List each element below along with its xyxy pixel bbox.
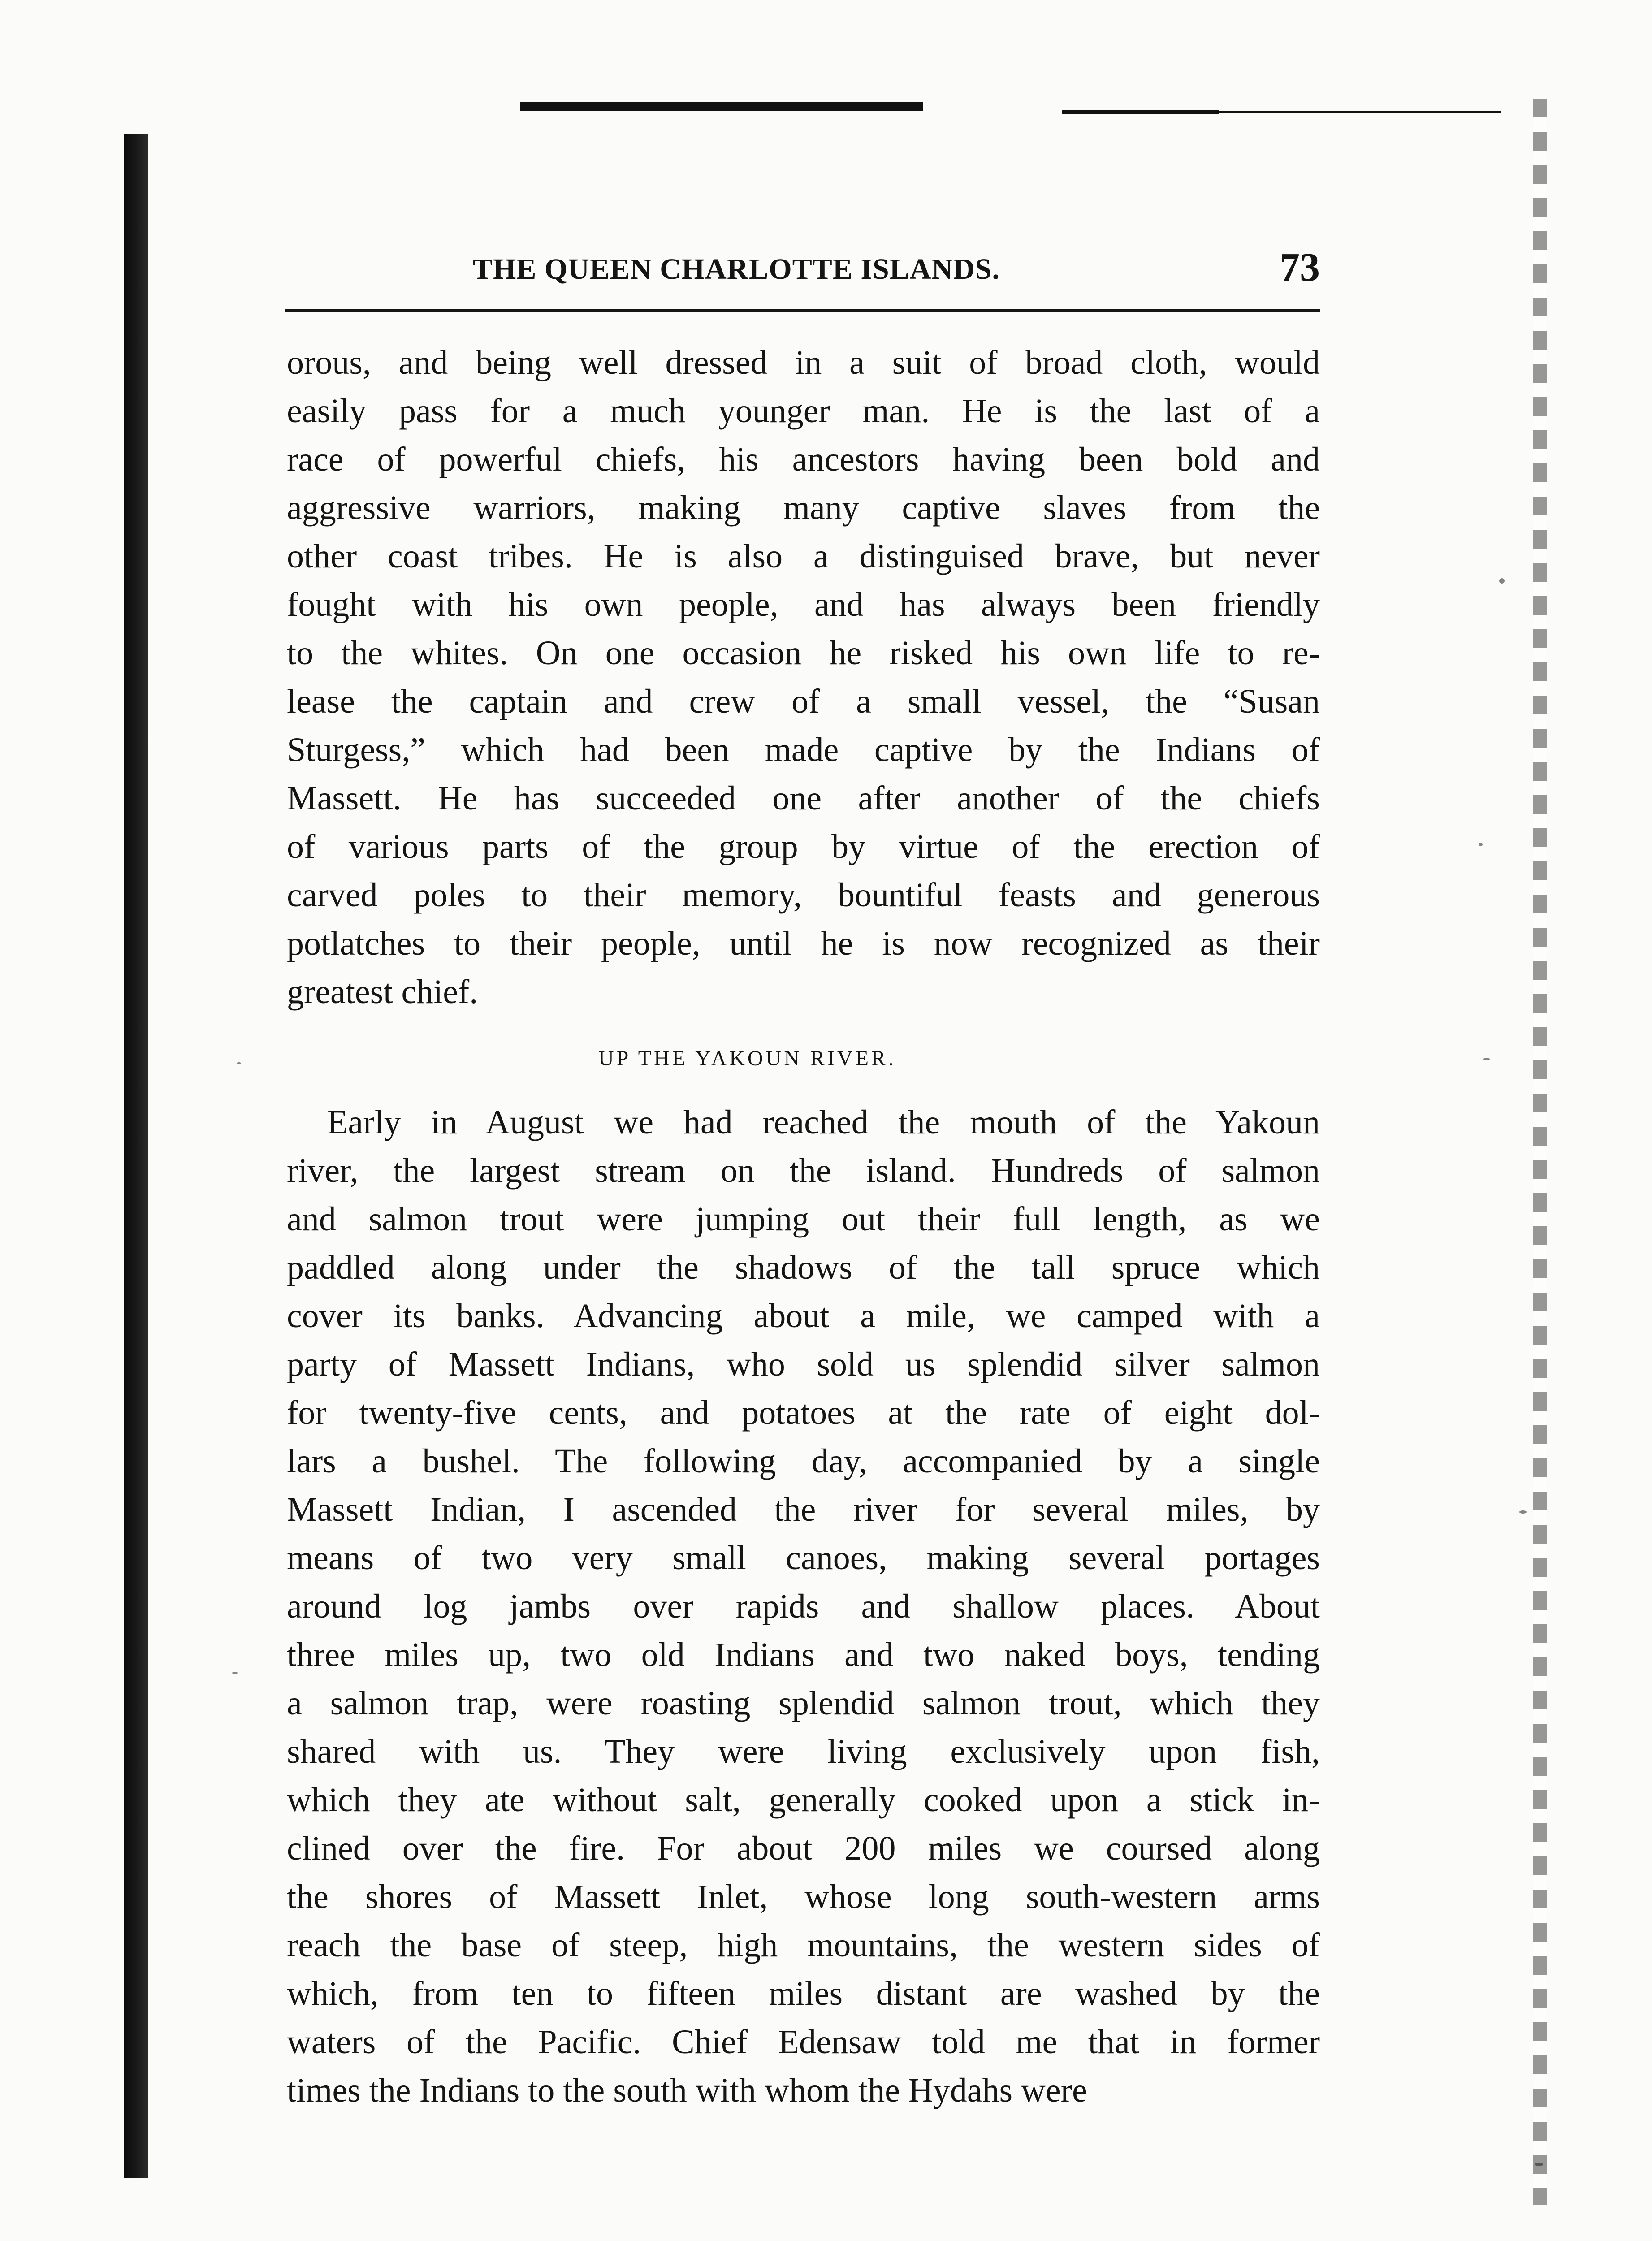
top-scan-rule xyxy=(520,102,923,111)
scan-speck xyxy=(1479,843,1483,846)
text-line: Massett. He has succeeded one after another of the chiefs xyxy=(287,779,1320,817)
text-line: three miles up, two old Indians and two naked boys, tending xyxy=(287,1636,1320,1674)
text-line: lease the captain and crew of a small vessel, the “Susan xyxy=(287,683,1320,720)
text-line: clined over the fire. For about 200 miles we coursed along xyxy=(287,1830,1320,1867)
paragraph-two xyxy=(287,1098,1320,2115)
text-line: lars a bushel. The following day, accompanied by a single xyxy=(287,1442,1320,1480)
text-line: which they ate without salt, generally cooked upon a stick in- xyxy=(287,1781,1320,1819)
page-number: 73 xyxy=(1280,245,1320,290)
text-line: reach the base of steep, high mountains, the western sides of xyxy=(287,1926,1320,1964)
text-line: party of Massett Indians, who sold us splendid silver salmon xyxy=(287,1345,1320,1383)
text-line: orous, and being well dressed in a suit of broad cloth, would xyxy=(287,344,1320,381)
text-line: easily pass for a much younger man. He is the last of a xyxy=(287,392,1320,430)
text-line: cover its banks. Advancing about a mile, we camped with a xyxy=(287,1297,1320,1335)
text-line: Sturgess,” which had been made captive by the Indians of xyxy=(287,731,1320,769)
scan-speck xyxy=(1535,2163,1543,2166)
section-heading: UP THE YAKOUN RIVER. xyxy=(598,1047,896,1070)
running-head: THE QUEEN CHARLOTTE ISLANDS. xyxy=(473,253,1000,286)
text-line: fought with his own people, and has always been friendly xyxy=(287,586,1320,623)
text-line: means of two very small canoes, making several portages xyxy=(287,1539,1320,1577)
text-line: carved poles to their memory, bountiful feasts and generous xyxy=(287,876,1320,914)
text-line: waters of the Pacific. Chief Edensaw told me that in former xyxy=(287,2023,1320,2061)
text-line: Early in August we had reached the mouth of the Yakoun xyxy=(327,1103,1320,1141)
text-line: the shores of Massett Inlet, whose long south-western arms xyxy=(287,1878,1320,1916)
text-line: shared with us. They were living exclusively upon fish, xyxy=(287,1733,1320,1770)
text-line: race of powerful chiefs, his ancestors having been bold and xyxy=(287,441,1320,478)
top-scan-thin-rule xyxy=(1170,111,1501,113)
text-line: of various parts of the group by virtue of the erection of xyxy=(287,828,1320,865)
scan-speck xyxy=(237,1062,241,1064)
scan-speck xyxy=(1499,578,1505,584)
scan-speck xyxy=(1519,1510,1527,1514)
paragraph-one xyxy=(287,338,1320,1016)
text-line: which, from ten to fifteen miles distant are washed by the xyxy=(287,1975,1320,2012)
text-line: and salmon trout were jumping out their full length, as we xyxy=(287,1200,1320,1238)
header-rule xyxy=(285,309,1320,312)
text-line: potlatches to their people, until he is now recognized as their xyxy=(287,925,1320,962)
text-line: paddled along under the shadows of the tall spruce which xyxy=(287,1249,1320,1286)
text-line: aggressive warriors, making many captive slaves from the xyxy=(287,489,1320,527)
scan-speck xyxy=(1483,1058,1490,1060)
left-binding-edge xyxy=(124,134,148,2178)
text-line: around log jambs over rapids and shallow places. About xyxy=(287,1588,1320,1625)
text-line: other coast tribes. He is also a distinguised brave, but never xyxy=(287,537,1320,575)
text-line: Massett Indian, I ascended the river for several miles, by xyxy=(287,1491,1320,1528)
right-page-edge xyxy=(1533,99,1547,2205)
text-line: to the whites. On one occasion he risked his own life to re- xyxy=(287,634,1320,672)
text-line: greatest chief. xyxy=(287,973,478,1011)
text-line: a salmon trap, were roasting splendid salmon trout, which they xyxy=(287,1684,1320,1722)
page-header xyxy=(285,244,1320,298)
scan-speck xyxy=(232,1672,238,1674)
text-line: for twenty-five cents, and potatoes at the rate of eight dol- xyxy=(287,1394,1320,1432)
text-line: river, the largest stream on the island. Hundreds of salmon xyxy=(287,1152,1320,1190)
text-line: times the Indians to the south with whom the Hydahs were xyxy=(287,2072,1087,2109)
